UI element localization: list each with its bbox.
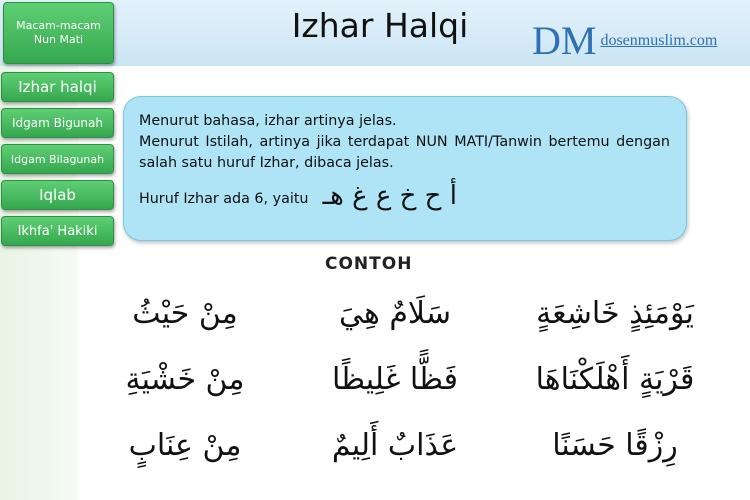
huruf-izhar-letters: أ ح خ ع غ هـ	[322, 181, 457, 211]
info-definition-bahasa: Menurut bahasa, izhar artinya jelas.	[139, 113, 397, 129]
huruf-izhar-label: Huruf Izhar ada 6, yaitu	[139, 191, 309, 207]
nav-item-label: Idgam Bilagunah	[10, 152, 105, 166]
nav-item-izhar-halqi[interactable]	[1, 72, 114, 102]
example-arabic: رِزْقًا حَسَنًا	[552, 428, 678, 463]
example-arabic: مِنْ خَشْيَةِ	[125, 362, 245, 397]
nav-item-label: Idgam Bigunah	[12, 116, 103, 130]
example-arabic: فَظًّا غَلِيظًا	[331, 362, 459, 397]
example-arabic: عَذَابٌ أَلِيمٌ	[331, 428, 459, 463]
menu-button-label: Macam-macam Nun Mati	[16, 19, 101, 46]
example-arabic: مِنْ عِنَابٍ	[128, 428, 242, 463]
nav-item-idgam-bilagunah[interactable]	[1, 144, 114, 174]
site-logo[interactable]	[532, 17, 717, 64]
nav-item-ikhfa-hakiki[interactable]	[1, 216, 114, 246]
site-link[interactable]: dosenmuslim.com	[600, 31, 718, 49]
logo-mark: DM	[532, 18, 597, 63]
nav-item-label: Izhar halqi	[18, 78, 97, 96]
info-box	[123, 96, 687, 241]
huruf-izhar-line	[139, 182, 670, 210]
page-title: Izhar Halqi	[291, 6, 469, 45]
nav-item-label: Iqlab	[39, 186, 76, 204]
contoh-heading: CONTOH	[325, 254, 413, 274]
info-definition-istilah: Menurut Istilah, artinya jika terdapat NUN MATI/Tanwin bertemu dengan salah satu huruf Izhar, dibaca jelas.	[139, 134, 670, 171]
menu-button-macam-macam-nun-mati[interactable]	[3, 2, 114, 64]
example-arabic: قَرْيَةٍ أَهْلَكْنَاهَا	[535, 362, 695, 397]
example-arabic: يَوْمَئِذٍ خَاشِعَةٍ	[536, 296, 694, 331]
example-arabic: سَلَامٌ هِيَ	[339, 296, 451, 331]
nav-item-idgam-bigunah[interactable]	[1, 108, 114, 138]
nav-item-label: Ikhfa' Hakiki	[17, 223, 98, 239]
nav-item-iqlab[interactable]	[1, 180, 114, 210]
example-arabic: مِنْ حَيْثُ	[132, 296, 238, 331]
